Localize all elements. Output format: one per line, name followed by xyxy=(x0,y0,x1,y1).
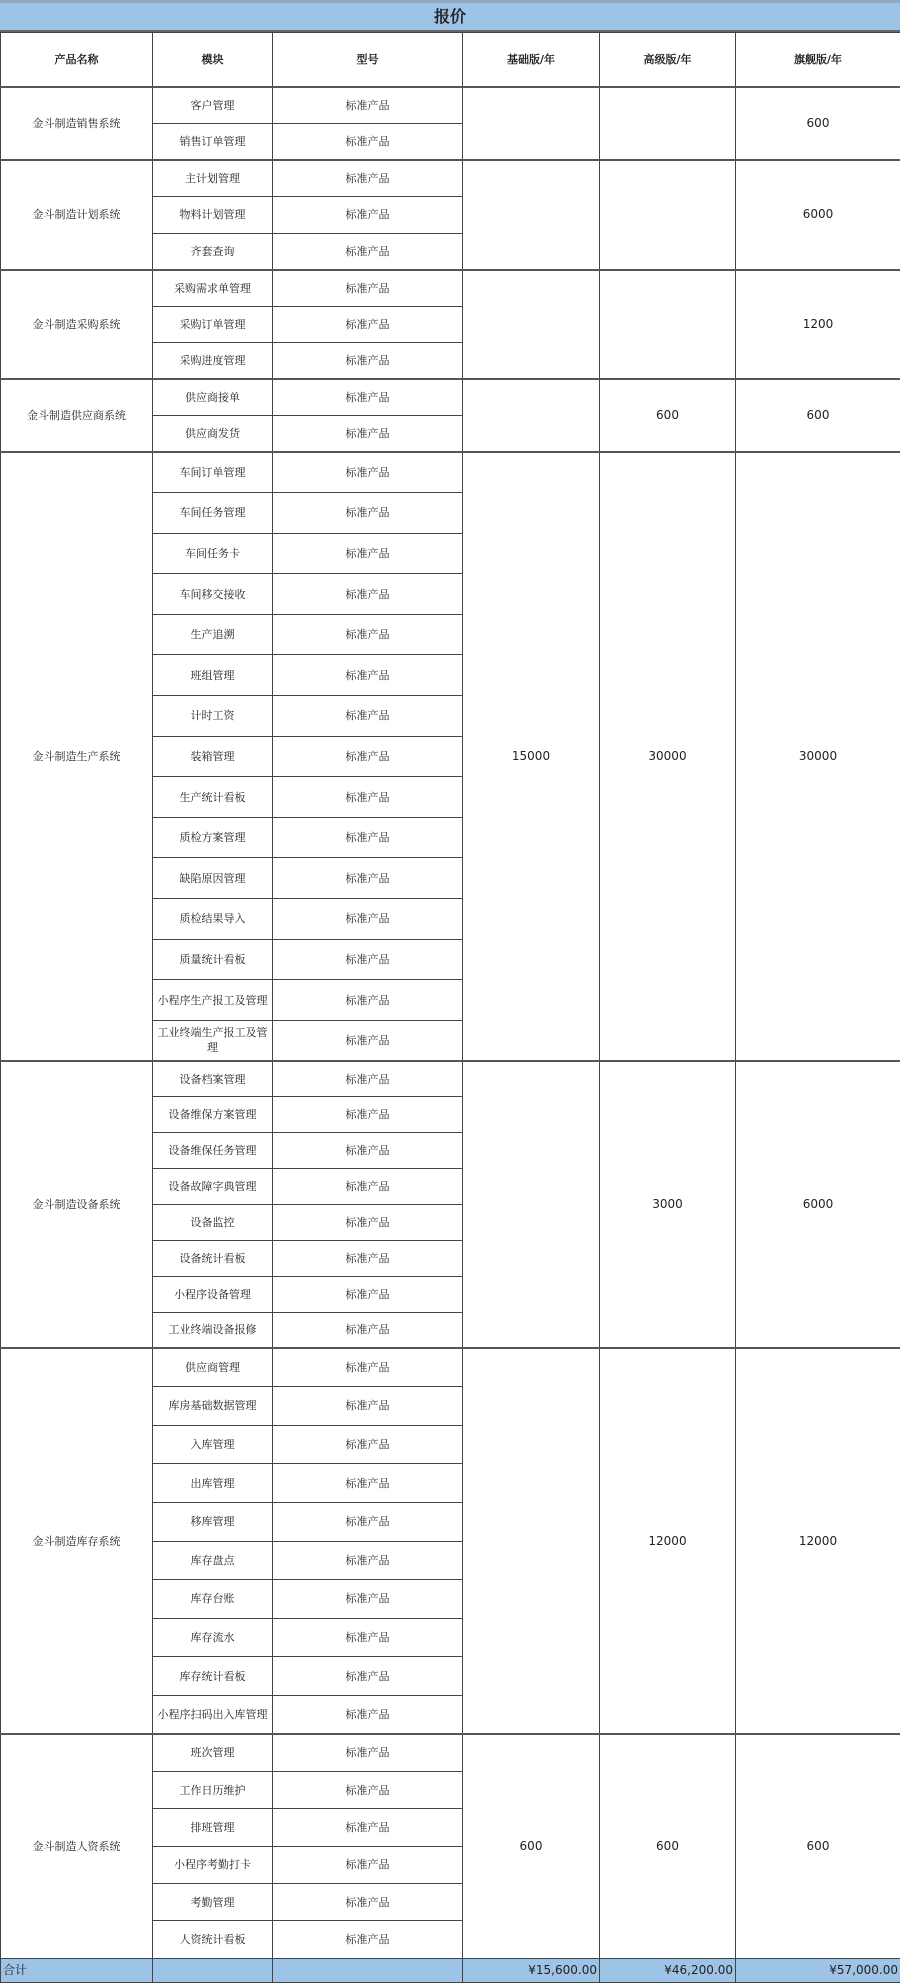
product-name: 金斗制造人资系统 xyxy=(1,1734,153,1958)
model-type: 标准产品 xyxy=(273,87,463,124)
price-basic: 15000 xyxy=(463,452,600,1061)
total-advanced: ¥46,200.00 xyxy=(600,1958,736,1982)
table-row xyxy=(1,1734,900,1771)
model-type: 标准产品 xyxy=(273,1240,463,1276)
model-type: 标准产品 xyxy=(273,1921,463,1958)
table-row xyxy=(1,379,900,416)
model-type: 标准产品 xyxy=(273,736,463,777)
total-flagship: ¥57,000.00 xyxy=(736,1958,900,1982)
module-name: 考勤管理 xyxy=(153,1884,273,1921)
price-advanced: 30000 xyxy=(600,452,736,1061)
model-type: 标准产品 xyxy=(273,614,463,655)
module-name: 设备维保方案管理 xyxy=(153,1097,273,1133)
price-basic xyxy=(463,270,600,380)
price-flagship: 6000 xyxy=(736,1061,900,1348)
price-flagship: 6000 xyxy=(736,160,900,270)
model-type: 标准产品 xyxy=(273,343,463,380)
model-type: 标准产品 xyxy=(273,858,463,899)
module-name: 客户管理 xyxy=(153,87,273,124)
sheet-title: 报价 xyxy=(0,0,900,32)
model-type: 标准产品 xyxy=(273,1846,463,1883)
model-type: 标准产品 xyxy=(273,817,463,858)
model-type: 标准产品 xyxy=(273,1771,463,1808)
module-name: 班组管理 xyxy=(153,655,273,696)
table-row xyxy=(1,1348,900,1387)
module-name: 销售订单管理 xyxy=(153,124,273,161)
quote-table xyxy=(0,32,900,1983)
module-name: 设备监控 xyxy=(153,1204,273,1240)
header-advanced: 高级版/年 xyxy=(600,33,736,88)
module-name: 车间订单管理 xyxy=(153,452,273,493)
module-name: 库存统计看板 xyxy=(153,1657,273,1696)
module-name: 主计划管理 xyxy=(153,160,273,197)
model-type: 标准产品 xyxy=(273,197,463,234)
header-row xyxy=(1,33,900,88)
module-name: 质检方案管理 xyxy=(153,817,273,858)
model-type: 标准产品 xyxy=(273,493,463,534)
table-row xyxy=(1,1061,900,1097)
price-flagship: 600 xyxy=(736,1734,900,1958)
module-name: 班次管理 xyxy=(153,1734,273,1771)
model-type: 标准产品 xyxy=(273,1657,463,1696)
module-name: 移库管理 xyxy=(153,1502,273,1541)
model-type: 标准产品 xyxy=(273,980,463,1021)
model-type: 标准产品 xyxy=(273,1097,463,1133)
model-type: 标准产品 xyxy=(273,1541,463,1580)
total-basic: ¥15,600.00 xyxy=(463,1958,600,1982)
product-name: 金斗制造供应商系统 xyxy=(1,379,153,452)
product-name: 金斗制造设备系统 xyxy=(1,1061,153,1348)
module-name: 生产追溯 xyxy=(153,614,273,655)
model-type: 标准产品 xyxy=(273,160,463,197)
module-name: 小程序扫码出入库管理 xyxy=(153,1695,273,1734)
module-name: 设备故障字典管理 xyxy=(153,1169,273,1205)
price-advanced: 600 xyxy=(600,379,736,452)
header-module: 模块 xyxy=(153,33,273,88)
module-name: 设备档案管理 xyxy=(153,1061,273,1097)
model-type: 标准产品 xyxy=(273,1169,463,1205)
product-name: 金斗制造库存系统 xyxy=(1,1348,153,1734)
price-basic xyxy=(463,1061,600,1348)
module-name: 计时工资 xyxy=(153,696,273,737)
model-type: 标准产品 xyxy=(273,379,463,416)
module-name: 小程序生产报工及管理 xyxy=(153,980,273,1021)
module-name: 车间任务管理 xyxy=(153,493,273,534)
module-name: 排班管理 xyxy=(153,1809,273,1846)
module-name: 质量统计看板 xyxy=(153,939,273,980)
model-type: 标准产品 xyxy=(273,1387,463,1426)
model-type: 标准产品 xyxy=(273,1133,463,1169)
total-label: 合计 xyxy=(1,1958,153,1982)
price-advanced: 3000 xyxy=(600,1061,736,1348)
total-row xyxy=(1,1958,900,1982)
model-type: 标准产品 xyxy=(273,1425,463,1464)
model-type: 标准产品 xyxy=(273,1618,463,1657)
price-advanced xyxy=(600,270,736,380)
price-advanced: 12000 xyxy=(600,1348,736,1734)
module-name: 人资统计看板 xyxy=(153,1921,273,1958)
module-name: 车间移交接收 xyxy=(153,574,273,615)
module-name: 设备统计看板 xyxy=(153,1240,273,1276)
model-type: 标准产品 xyxy=(273,1020,463,1061)
price-flagship: 600 xyxy=(736,379,900,452)
price-flagship: 1200 xyxy=(736,270,900,380)
module-name: 供应商管理 xyxy=(153,1348,273,1387)
table-row xyxy=(1,452,900,493)
model-type: 标准产品 xyxy=(273,416,463,453)
header-basic: 基础版/年 xyxy=(463,33,600,88)
model-type: 标准产品 xyxy=(273,574,463,615)
price-flagship: 12000 xyxy=(736,1348,900,1734)
header-model: 型号 xyxy=(273,33,463,88)
model-type: 标准产品 xyxy=(273,1276,463,1312)
price-advanced xyxy=(600,160,736,270)
table-row xyxy=(1,87,900,124)
model-type: 标准产品 xyxy=(273,1348,463,1387)
model-type: 标准产品 xyxy=(273,306,463,343)
module-name: 车间任务卡 xyxy=(153,533,273,574)
module-name: 装箱管理 xyxy=(153,736,273,777)
model-type: 标准产品 xyxy=(273,1884,463,1921)
model-type: 标准产品 xyxy=(273,777,463,818)
price-basic xyxy=(463,87,600,160)
module-name: 库存盘点 xyxy=(153,1541,273,1580)
module-name: 库存台账 xyxy=(153,1580,273,1619)
module-name: 生产统计看板 xyxy=(153,777,273,818)
table-row xyxy=(1,270,900,307)
model-type: 标准产品 xyxy=(273,1464,463,1503)
model-type: 标准产品 xyxy=(273,1734,463,1771)
model-type: 标准产品 xyxy=(273,1312,463,1348)
model-type: 标准产品 xyxy=(273,270,463,307)
price-basic: 600 xyxy=(463,1734,600,1958)
price-basic xyxy=(463,1348,600,1734)
module-name: 出库管理 xyxy=(153,1464,273,1503)
header-product-name: 产品名称 xyxy=(1,33,153,88)
module-name: 采购需求单管理 xyxy=(153,270,273,307)
model-type: 标准产品 xyxy=(273,233,463,270)
model-type: 标准产品 xyxy=(273,124,463,161)
module-name: 工作日历维护 xyxy=(153,1771,273,1808)
product-name: 金斗制造销售系统 xyxy=(1,87,153,160)
product-name: 金斗制造计划系统 xyxy=(1,160,153,270)
module-name: 小程序考勤打卡 xyxy=(153,1846,273,1883)
header-flagship: 旗舰版/年 xyxy=(736,33,900,88)
total-empty xyxy=(273,1958,463,1982)
price-basic xyxy=(463,160,600,270)
product-name: 金斗制造生产系统 xyxy=(1,452,153,1061)
model-type: 标准产品 xyxy=(273,1502,463,1541)
module-name: 采购订单管理 xyxy=(153,306,273,343)
module-name: 质检结果导入 xyxy=(153,899,273,940)
model-type: 标准产品 xyxy=(273,1580,463,1619)
price-advanced xyxy=(600,87,736,160)
model-type: 标准产品 xyxy=(273,1695,463,1734)
module-name: 入库管理 xyxy=(153,1425,273,1464)
price-basic xyxy=(463,379,600,452)
model-type: 标准产品 xyxy=(273,899,463,940)
model-type: 标准产品 xyxy=(273,533,463,574)
model-type: 标准产品 xyxy=(273,1204,463,1240)
module-name: 设备维保任务管理 xyxy=(153,1133,273,1169)
module-name: 工业终端生产报工及管理 xyxy=(153,1020,273,1061)
price-flagship: 30000 xyxy=(736,452,900,1061)
model-type: 标准产品 xyxy=(273,696,463,737)
module-name: 库存流水 xyxy=(153,1618,273,1657)
module-name: 工业终端设备报修 xyxy=(153,1312,273,1348)
module-name: 库房基础数据管理 xyxy=(153,1387,273,1426)
product-name: 金斗制造采购系统 xyxy=(1,270,153,380)
module-name: 小程序设备管理 xyxy=(153,1276,273,1312)
module-name: 物料计划管理 xyxy=(153,197,273,234)
price-flagship: 600 xyxy=(736,87,900,160)
model-type: 标准产品 xyxy=(273,452,463,493)
price-advanced: 600 xyxy=(600,1734,736,1958)
model-type: 标准产品 xyxy=(273,939,463,980)
total-empty xyxy=(153,1958,273,1982)
model-type: 标准产品 xyxy=(273,655,463,696)
module-name: 供应商发货 xyxy=(153,416,273,453)
module-name: 采购进度管理 xyxy=(153,343,273,380)
module-name: 供应商接单 xyxy=(153,379,273,416)
module-name: 缺陷原因管理 xyxy=(153,858,273,899)
model-type: 标准产品 xyxy=(273,1061,463,1097)
module-name: 齐套查询 xyxy=(153,233,273,270)
table-row xyxy=(1,160,900,197)
model-type: 标准产品 xyxy=(273,1809,463,1846)
